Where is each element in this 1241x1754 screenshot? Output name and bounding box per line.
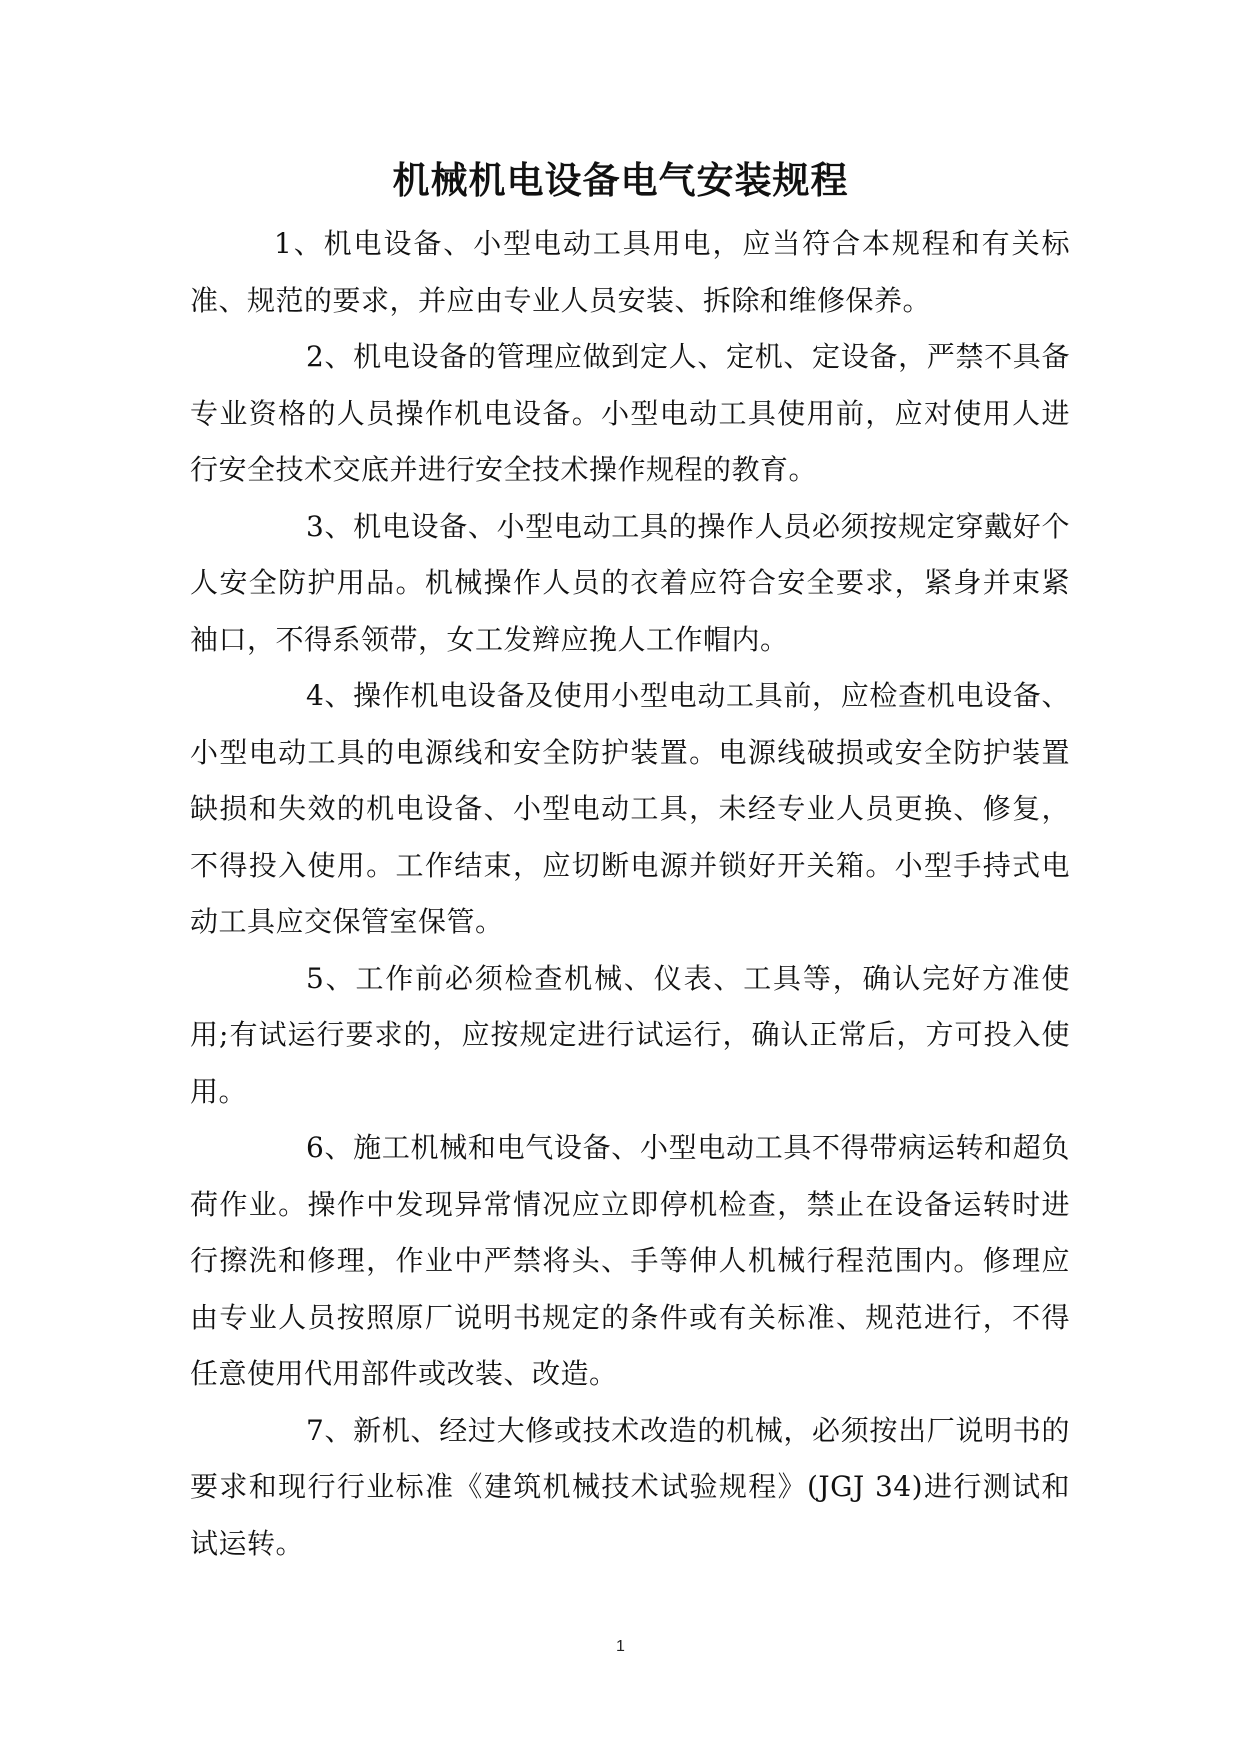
paragraph-6: 6、施工机械和电气设备、小型电动工具不得带病运转和超负荷作业。操作中发现异常情况应立即停机检查，禁止在设备运转时进行擦洗和修理，作业中严禁将头、手等伸人机械行程范围内。修理应由专业人员按照原厂说明书规定的条件或有关标准、规范进行，不得任意使用代用部件或改装、改造。 — [190, 1131, 1070, 1390]
paragraph-5: 5、工作前必须检查机械、仪表、工具等，确认完好方准使用;有试运行要求的，应按规定进行试运行，确认正常后，方可投入使用。 — [190, 961, 1070, 1108]
paragraph-4: 4、操作机电设备及使用小型电动工具前，应检查机电设备、小型电动工具的电源线和安全防护装置。电源线破损或安全防护装置缺损和失效的机电设备、小型电动工具，未经专业人员更换、修复，不得投入使用。工作结束，应切断电源并锁好开关箱。小型手持式电动工具应交保管室保管。 — [190, 679, 1070, 938]
document-body — [190, 216, 1070, 1572]
paragraph-2: 2、机电设备的管理应做到定人、定机、定设备，严禁不具备专业资格的人员操作机电设备。小型电动工具使用前，应对使用人进行安全技术交底并进行安全技术操作规程的教育。 — [190, 340, 1070, 486]
paragraph-7: 7、新机、经过大修或技术改造的机械，必须按出厂说明书的要求和现行行业标准《建筑机械技术试验规程》(JGJ 34)进行测试和试运转。 — [190, 1413, 1070, 1560]
paragraph-1: 1、机电设备、小型电动工具用电，应当符合本规程和有关标准、规范的要求，并应由专业人员安装、拆除和维修保养。 — [190, 227, 1070, 317]
paragraph-3: 3、机电设备、小型电动工具的操作人员必须按规定穿戴好个人安全防护用品。机械操作人员的衣着应符合安全要求，紧身并束紧袖口，不得系领带，女工发辫应挽人工作帽内。 — [190, 509, 1070, 656]
document-title: 机械机电设备电气安装规程 — [392, 158, 849, 202]
page-number: 1 — [616, 1638, 625, 1655]
